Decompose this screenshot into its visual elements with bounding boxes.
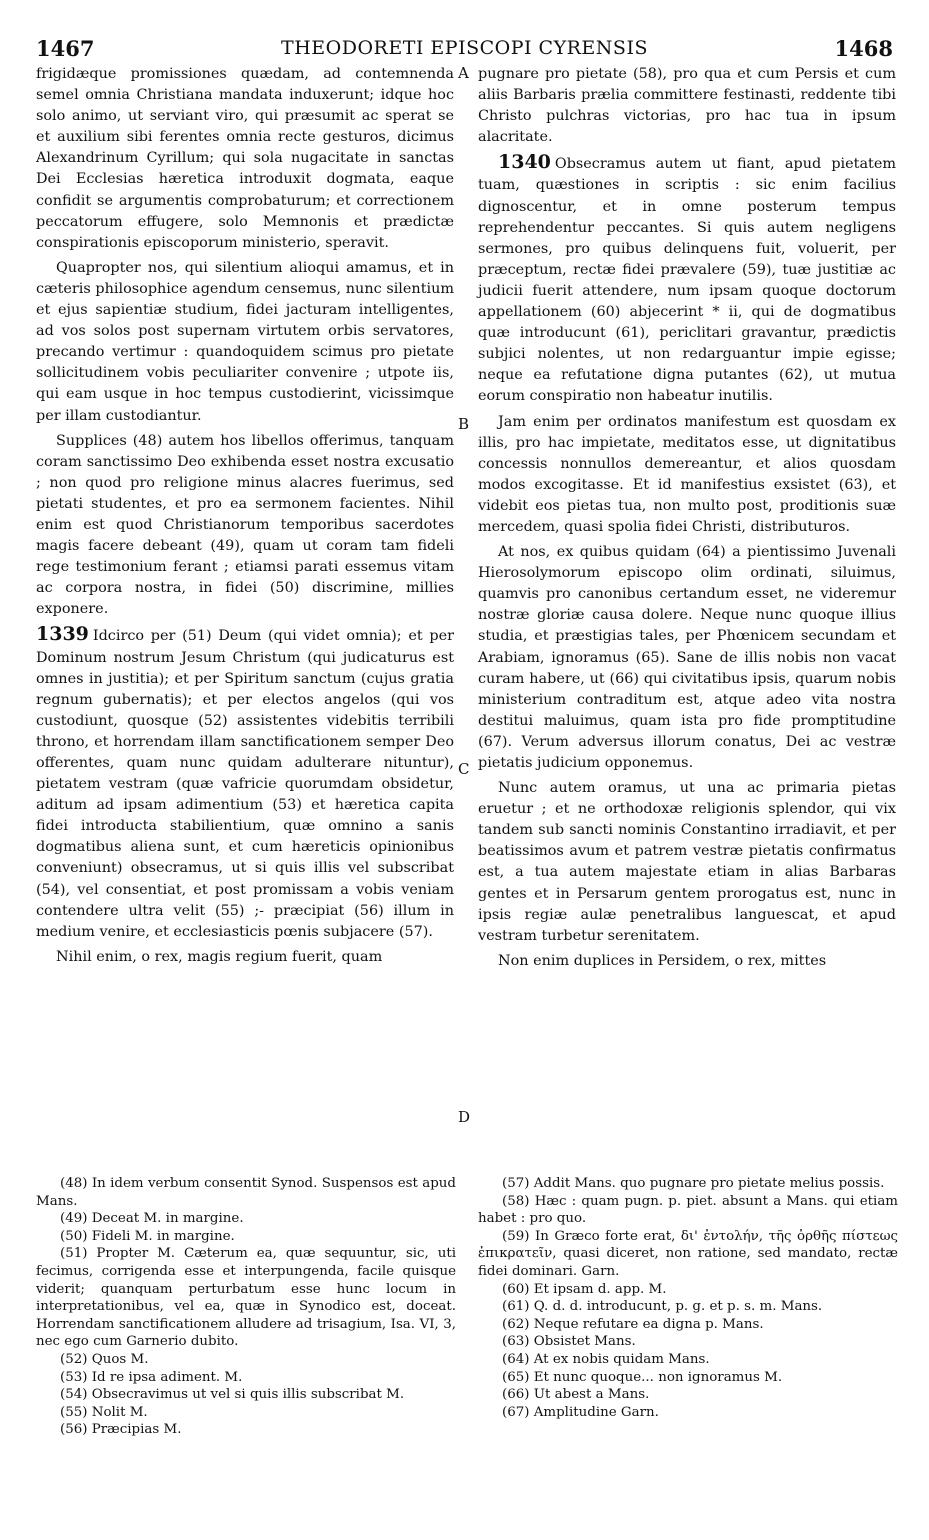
footnote: (57) Addit Mans. quo pugnare pro pietate melius possis. xyxy=(502,1176,885,1191)
footnote: (58) Hæc : quam pugn. p. piet. absunt a Mans. qui etiam habet : pro quo. xyxy=(478,1193,898,1227)
running-title: THEODORETI EPISCOPI CYRENSIS xyxy=(281,37,648,59)
footnote: (66) Ut abest a Mans. xyxy=(502,1387,650,1403)
paragraph: Quapropter nos, qui silentium alioqui amamus, et in cæteris philosophice agendum censemus, nunc silentium et ejus sapientiæ studium, fidei jacturam intelligentes, ad vos solos post supernam virtutem orbis servatores, precando vertimur : quandoquidem scimus pro pietate sollicitudinem vobis peculiariter convenire ; utpote iis, qui eam usque in hoc tempus custodierint, vicissimque per illam custodiantur. xyxy=(36,259,454,424)
footnote: (61) Q. d. d. introducunt, p. g. et p. s. m. Mans. xyxy=(502,1299,823,1315)
paragraph-section-1339 xyxy=(36,624,454,942)
footnote: (50) Fideli M. in margine. xyxy=(60,1228,235,1244)
paragraph: Jam enim per ordinatos manifestum est quosdam ex illis, pro hac impietate, meditatos esse, ut dignitatibus concessis nonnullos demereantur, et alios quosdam modos excogitasse. Et id manifestius exsistet (63), et videbit eos pietas tua, non multo post, proditionis suæ mercedem, quasi spolia fidei Christi, distributuros. xyxy=(478,413,896,535)
margin-marker-c: C xyxy=(458,760,470,778)
paragraph: frigidæque promissiones quædam, ad contemnenda semel omnia Christiana mandata induxerunt; idque hoc solo animo, ut serviant viro, qui præsumit ac sperat se et auxilium sibi ferentes omnia recte gesturos, dicimus Alexandrinum Cyrillum; qui sola nugacitate in sanctas Dei Ecclesias hæretica introduxit dogmata, eaque confidit se argumentis comprobaturum; et correctionem peccatorum effugere, solo Memnonis et prædictæ conspirationis episcoporum ministerio, speravit. xyxy=(36,66,454,251)
footnote: (55) Nolit M. xyxy=(60,1404,148,1420)
margin-marker-a: A xyxy=(458,64,469,82)
paragraph-section-1340 xyxy=(478,152,896,407)
footnote: (54) Obsecravimus ut vel si quis illis subscribat M. xyxy=(60,1387,405,1403)
footnote: (65) Et nunc quoque... non ignoramus M. xyxy=(502,1369,783,1385)
paragraph: pugnare pro pietate (58), pro qua et cum Persis et cum aliis Barbaris prælia committere festinasti, reddente tibi Christo pulchras victorias, pro hac tua in ipsum alacritate. xyxy=(478,66,896,146)
left-column xyxy=(36,64,454,972)
paragraph: Nihil enim, o rex, magis regium fuerit, quam xyxy=(56,948,383,965)
paragraph: Non enim duplices in Persidem, o rex, mittes xyxy=(498,952,827,969)
footnote: (62) Neque refutare ea digna p. Mans. xyxy=(502,1316,764,1332)
page-number-left: 1467 xyxy=(36,36,95,61)
right-column xyxy=(478,64,896,976)
footnote: (64) At ex nobis quidam Mans. xyxy=(502,1351,710,1367)
footnote: (67) Amplitudine Garn. xyxy=(502,1404,659,1420)
page-header xyxy=(30,36,899,62)
page-number-right: 1468 xyxy=(834,36,893,61)
paragraph: Supplices (48) autem hos libellos offerimus, tanquam coram sanctissimo Deo exhibenda esset nostra excusatio ; non quod pro religione minus alacres fuerimus, sed pietati studentes, et pro ea sermonem facientes. Nihil enim est quod Christianorum temporibus sacerdotes magis facere debeant (49), quam ut coram tam fideli rege testimonium ferant ; etiamsi parati essemus vitam ac corpora nostra, in fidei (50) discrimine, millies exponere. xyxy=(36,432,454,618)
footnote: (53) Id re ipsa adiment. M. xyxy=(60,1369,243,1385)
section-number: 1340 xyxy=(498,151,551,174)
footnotes-left xyxy=(36,1175,456,1439)
paragraph: At nos, ex quibus quidam (64) a pientissimo Juvenali Hierosolymorum episcopo olim ordinati, siluimus, quamvis pro canonibus certandum esset, ne videremur nostræ gloriæ causa dolere. Neque nunc quoque illius studia, et præstigias tales, per Phœnicem secundam et Arabiam, ignoramus (65). Sane de illis nobis non vacat curam habere, ut (66) qui civitatibus ipsis, quarum nobis ministerium contraditum est, atque adeo vita nostra destitui maluimus, quam ista pro fide promptitudine (67). Verum adversus illorum conatus, Dei ac vestræ pietatis judicium opponemus. xyxy=(478,544,896,771)
margin-marker-d: D xyxy=(458,1108,471,1126)
section-number: 1339 xyxy=(36,623,89,646)
footnote: (60) Et ipsam d. app. M. xyxy=(502,1281,667,1297)
footnotes-right xyxy=(478,1175,898,1421)
paragraph: Nunc autem oramus, ut una ac primaria pietas eruetur ; et ne orthodoxæ religionis splendor, qui vix tandem sub sancti nominis Constantino irradiavit, et per beatissimos avum et patrem vestræ pietatis confirmatus est, a tua autem majestate etiam in alias Barbaras gentes et in Persarum gentem prorogatus est, nunc in ipsis regiæ aulæ penetralibus languescat, et apud vestram turbetur serenitatem. xyxy=(478,780,896,944)
footnote: (52) Quos M. xyxy=(60,1351,149,1367)
footnote: (59) In Græco forte erat, δι' ἐντολήν, τῆς ὀρθῆς πίστεως ἐπικρατεῖν, quasi diceret, non ratione, sed mandato, rectæ fidei dominari. Garn. xyxy=(478,1228,898,1279)
paragraph-text: Idcirco per (51) Deum (qui videt omnia); et per Dominum nostrum Jesum Christum (qui judicaturus est omnes in justitia); et per Spiritum sanctum (cujus gratia regnum gubernatis); et per electos angelos (qui vos custodiunt, quosque (52) assistentes videbitis terribili throno, et horrendam illam sanctificationem semper Deo offerentes, quam nunc quidam adulterare nituntur), pietatem vestram (quæ vafricie quorumdam obsidetur, aditum ad ipsam adimentium (53) et hæretica capita fidei introducta stabilientium, quæ omnino a sanis dogmatibus aliena sunt, et cum hæreticis opinionibus conveniunt) obsecramus, ut si quis illis vel subscribat (54), vel consentiat, et post promissam a vobis veniam contendere ultra velit (55) ;- præcipiat (56) illum in medium venire, et ecclesiasticis pœnis subjacere (57). xyxy=(36,628,454,940)
footnote: (51) Propter M. Cæterum ea, quæ sequuntur, sic, uti fecimus, corrigenda esse et interpungenda, facile quisque viderit; quanquam perturbatum esse hunc locum in interpretationibus, vel ea, quæ in Synodico est, doceat. Horrendam sanctificationem alludere ad trisagium, Isa. VI, 3, nec ego cum Garnerio dubito. xyxy=(36,1246,456,1350)
footnote: (49) Deceat M. in margine. xyxy=(60,1211,244,1227)
paragraph-text: Obsecramus autem ut fiant, apud pietatem tuam, quæstiones in scriptis : sic enim facilius dignoscentur, et in omne posterum tempus reprehendentur peccantes. Si quis autem negligens sermones, pro quibus delinquens fuit, voluerit, per præceptum, rectæ fidei prævalere (59), tuæ justitiæ ac judicii fuerit attendere, num ipsam quoque doctorum appellationem (60) abjecerint * ii, qui de dogmatibus quæ introducunt (61), periclitari gravantur, prædictis subjici nolentes, ut non redarguantur impie egisse; neque ea refutatione digna putantes (62), ut mutua eorum conspiratio non habeatur inutilis. xyxy=(478,156,896,405)
footnote: (63) Obsistet Mans. xyxy=(502,1334,636,1350)
footnote: (48) In idem verbum consentit Synod. Suspensos est apud Mans. xyxy=(36,1176,456,1209)
footnote: (56) Præcipias M. xyxy=(60,1422,182,1438)
margin-marker-b: B xyxy=(458,415,470,433)
